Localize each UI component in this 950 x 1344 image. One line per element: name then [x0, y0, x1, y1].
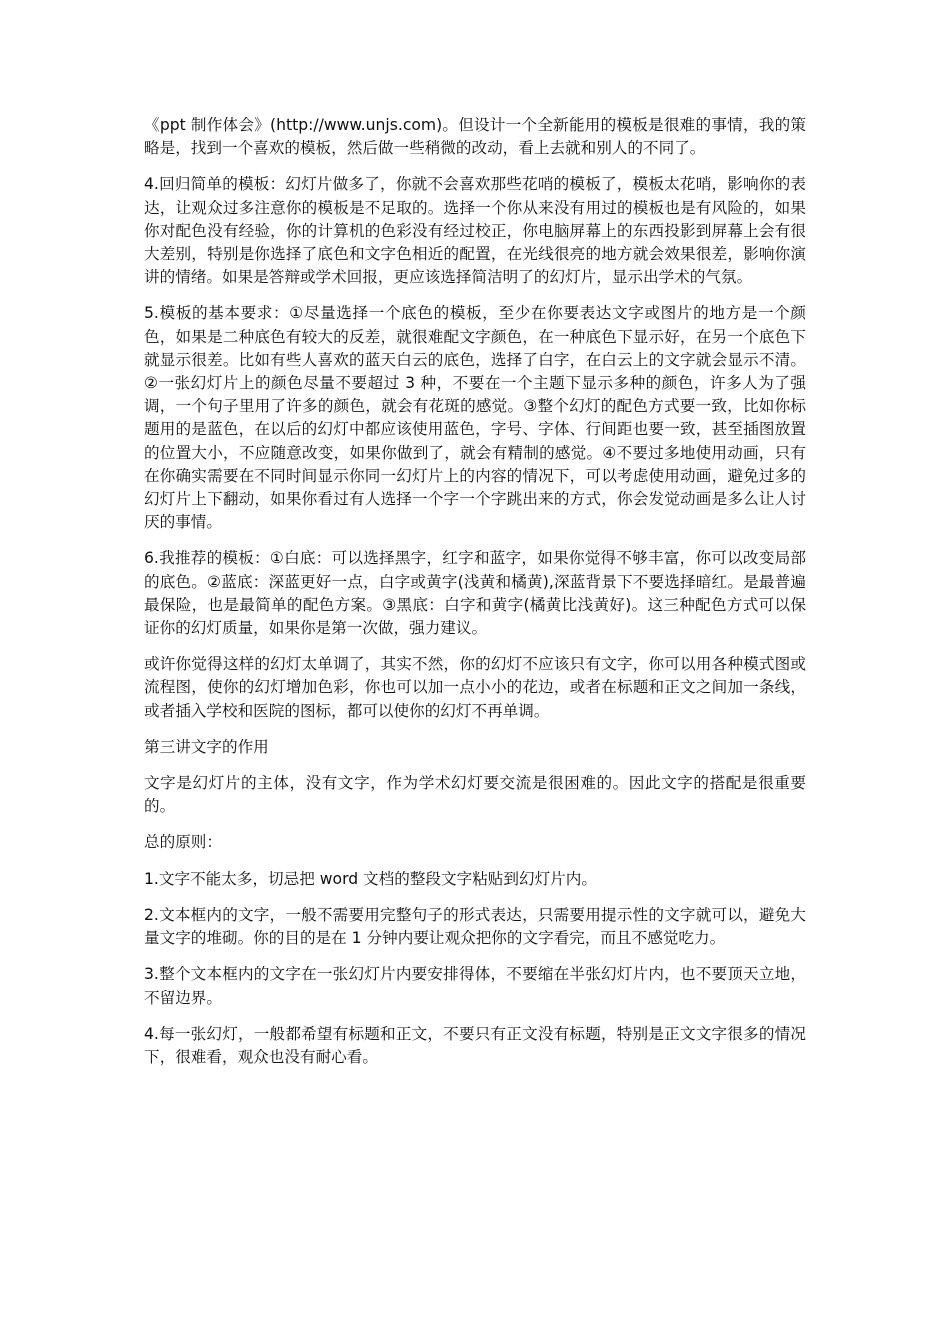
paragraph-template-design-intro: 《ppt 制作体会》(http://www.unjs.com)。但设计一个全新能用的模板是很难的事情，我的策略是，找到一个喜欢的模板，然后做一些稍微的改动，看上去就和别人的不同了。 — [144, 116, 806, 158]
paragraph-rule-1: 1.文字不能太多，切忌把 word 文档的整段文字粘贴到幻灯片内。 — [144, 869, 597, 888]
paragraph-recommended-templates: 6.我推荐的模板：①白底：可以选择黑字，红字和蓝字，如果你觉得不够丰富，你可以改变局部的底色。②蓝底：深蓝更好一点，白字或黄字(浅黄和橘黄),深蓝背景下不要选择暗红。是最普遍最保险，也是最简单的配色方案。③黑底：白字和黄字(橘黄比浅黄好)。这三种配色方式可以保证你的幻灯质量，如果你是第一次做，强力建议。 — [144, 549, 806, 638]
paragraph-rule-2: 2.文本框内的文字，一般不需要用完整句子的形式表达，只需要用提示性的文字就可以，避免大量文字的堆砌。你的目的是在 1 分钟内要让观众把你的文字看完，而且不感觉吃力。 — [144, 905, 806, 948]
paragraph-not-monotonous: 或许你觉得这样的幻灯太单调了，其实不然，你的幻灯不应该只有文字，你可以用各种模式图或流程图，使你的幻灯增加色彩，你也可以加一点小小的花边，或者在标题和正文之间加一条线，或者插入学校和医院的图标，都可以使你的幻灯不再单调。 — [144, 655, 806, 720]
paragraph-rule-3: 3.整个文本框内的文字在一张幻灯片内要安排得体，不要缩在半张幻灯片内，也不要顶天立地，不留边界。 — [144, 965, 806, 1007]
section-heading-text-role: 第三讲文字的作用 — [144, 737, 269, 756]
document-page — [144, 114, 806, 1082]
paragraph-simple-template: 4.回归简单的模板：幻灯片做多了，你就不会喜欢那些花哨的模板了，模板太花哨，影响你的表达，让观众过多注意你的模板是不足取的。选择一个你从来没有用过的模板也是有风险的，如果你对配色没有经验，你的计算机的色彩没有经过校正，你电脑屏幕上的东西投影到屏幕上会有很大差别，特别是你选择了底色和文字色相近的配置，在光线很亮的地方就会效果很差，影响你演讲的情绪。如果是答辩或学术回报，更应该选择简洁明了的幻灯片，显示出学术的气氛。 — [144, 175, 806, 287]
paragraph-rule-4: 4.每一张幻灯，一般都希望有标题和正文，不要只有正文没有标题，特别是正文文字很多的情况下，很难看，观众也没有耐心看。 — [144, 1024, 806, 1066]
paragraph-general-principles: 总的原则： — [144, 833, 222, 852]
paragraph-template-requirements: 5.模板的基本要求：①尽量选择一个底色的模板，至少在你要表达文字或图片的地方是一个颜色，如果是二种底色有较大的反差，就很难配文字颜色，在一种底色下显示好，在另一个底色下就显示很差。比如有些人喜欢的蓝天白云的底色，选择了白字，在白云上的文字就会显示不清。②一张幻灯片上的颜色尽量不要超过 3 种，不要在一个主题下显示多种的颜色，许多人为了强调，一个句子里用了许多的颜色，就会有花斑的感觉。③整个幻灯的配色方式要一致，比如你标题用的是蓝色，在以后的幻灯中都应该使用蓝色，字号、字体、行间距也要一致，甚至插图放置的位置大小，不应随意改变，如果你做到了，就会有精制的感觉。④不要过多地使用动画，只有在你确实需要在不同时间显示你同一幻灯片上的内容的情况下，可以考虑使用动画，避免过多的幻灯片上下翻动，如果你看过有人选择一个字一个字跳出来的方式，你会发觉动画是多么让人讨厌的事情。 — [144, 304, 806, 532]
paragraph-text-importance: 文字是幻灯片的主体，没有文字，作为学术幻灯要交流是很困难的。因此文字的搭配是很重要的。 — [144, 774, 806, 816]
